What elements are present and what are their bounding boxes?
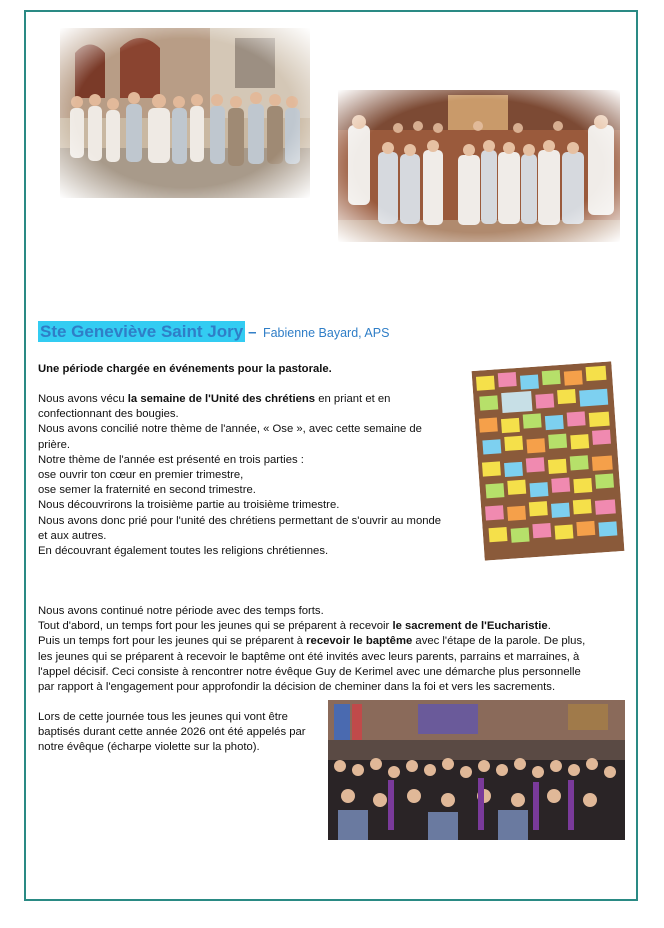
paragraph-line: Tout d'abord, un temps fort pour les jeunes qui se préparent à recevoir le sacrement de l'Eucharistie. — [38, 620, 551, 633]
paragraph-line: Lors de cette journée tous les jeunes qui vont être — [38, 711, 288, 723]
assembly-photo — [328, 700, 625, 840]
intro-heading-block — [38, 362, 332, 377]
paragraph-line: ose ouvrir ton cœur en premier trimestre, — [38, 469, 244, 482]
paragraph-line: Puis un temps fort pour les jeunes qui se préparent à recevoir le baptême avec l'étape de la parole. De plus, — [38, 635, 586, 648]
post-it-prayer-wall-icon — [472, 361, 625, 560]
group-photo-church-interior-icon — [338, 90, 620, 242]
communion-church-photo — [60, 28, 310, 198]
paragraph-line: Notre thème de l'année est présenté en trois parties : — [38, 453, 304, 466]
paragraph-line: En découvrant également toutes les religions chrétiennes. — [38, 545, 329, 558]
article-author: Fabienne Bayard, APS — [262, 326, 390, 340]
paragraph-line: ose semer la fraternité en second trimestre. — [38, 484, 256, 497]
paragraph-line: Nous découvrirons la troisième partie au troisième trimestre. — [38, 499, 340, 512]
paragraph-line: Nous avons concilié notre thème de l'année, « Ose », avec cette semaine de — [38, 423, 422, 436]
paragraph-line: Nous avons vécu la semaine de l'Unité des chrétiens en priant et en — [38, 393, 391, 405]
paragraph-line: par rapport à l'engagement pour approfondir la décision de cheminer dans la foi et vers les sacrements. — [38, 681, 556, 694]
paragraph-line: notre évêque (écharpe violette sur la photo). — [38, 741, 260, 754]
article-title: Ste Geneviève Saint Jory — [40, 322, 244, 341]
assembly-crowd-photo-icon — [328, 700, 625, 840]
article-header — [38, 322, 389, 342]
section-strong-times — [38, 604, 585, 695]
paragraph-line: Nous avons donc prié pour l'unité des chrétiens permettant de s'ouvrir au monde — [38, 514, 442, 527]
paragraph-line: l'appel décisif. Ceci consiste à rencontrer notre évêque Guy de Kerimel avec une démarche plus personnelle — [38, 665, 581, 678]
paragraph-line: baptisés durant cette année 2026 ont été appelés par — [38, 726, 306, 739]
section-calling-day — [38, 710, 306, 756]
paragraph-line: Nous avons continué notre période avec des temps forts. — [38, 605, 324, 617]
title-dash: – — [248, 324, 257, 341]
paragraph-line: et aux autres. — [38, 529, 107, 542]
paragraph-line: confectionnant des bougies. — [38, 408, 179, 421]
prayer-wall-photo — [472, 361, 625, 560]
paragraph-line: prière. — [38, 438, 71, 451]
intro-heading: Une période chargée en événements pour la pastorale. — [38, 363, 332, 375]
paragraph-line: les jeunes qui se préparent à recevoir le baptême ont été invités avec leurs parents, parrains et marraines, à — [38, 650, 580, 663]
section-unity-week — [38, 392, 441, 559]
communion-interior-photo — [338, 90, 620, 242]
group-photo-church-exterior-icon — [60, 28, 310, 198]
